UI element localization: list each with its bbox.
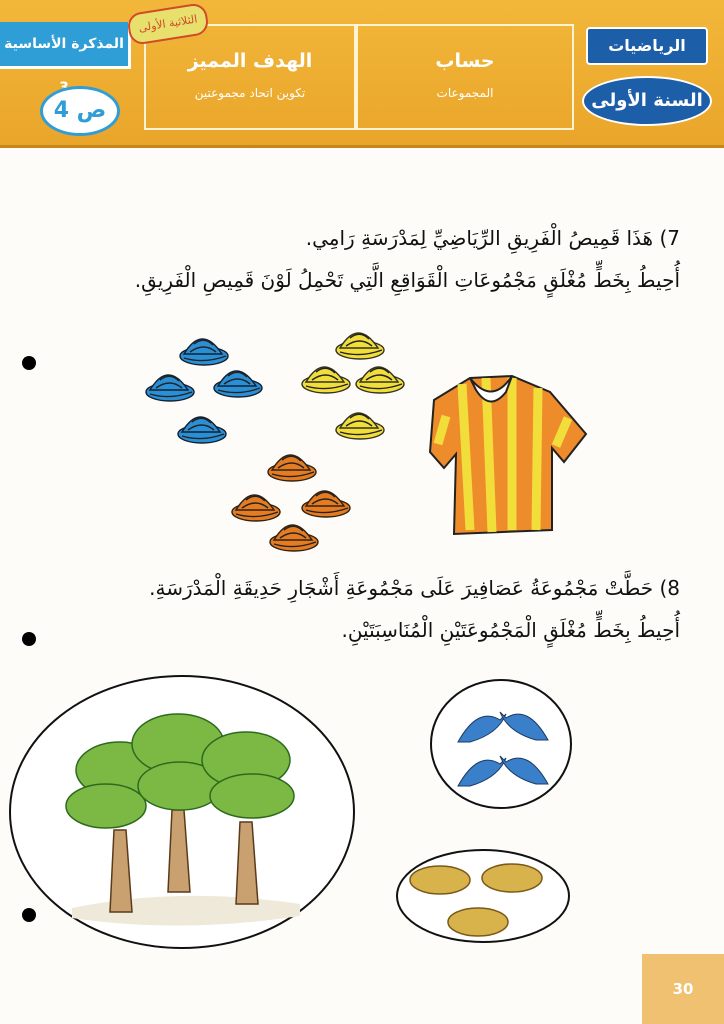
team-shirt [430, 376, 586, 534]
page-number: 30 [642, 954, 724, 1024]
period-tag: الثلاثية الأولى [126, 2, 210, 46]
subject-badge: الرياضيات [586, 27, 708, 65]
book-badge: المذكرة الأساسية [0, 22, 131, 69]
domain-title: حساب [435, 50, 495, 72]
yellow-snail [336, 333, 384, 359]
blue-snail [214, 371, 262, 397]
page-ref-badge: ص 4 [40, 86, 120, 136]
domain-box [356, 24, 574, 130]
snails-illustration [140, 320, 600, 560]
exercise-8-instruction: أُحِيطُ بِخَطٍّ مُغْلَقٍ الْمَجْمُوعَتَيْنِ الْمُنَاسِبَتَيْنِ. [341, 618, 680, 642]
blue-snail [178, 417, 226, 443]
orange-snail [270, 525, 318, 551]
exercise-8-statement: 8) حَطَّتْ مَجْمُوعَةُ عَصَافِيرَ عَلَى مَجْمُوعَةِ أَشْجَارِ حَدِيقَةِ الْمَدْرَسَةِ. [149, 576, 680, 600]
year-badge: السنة الأولى [582, 76, 712, 126]
domain-subtitle: المجموعات [436, 86, 494, 100]
orange-snail [232, 495, 280, 521]
exercise-7-statement: 7) هَذَا قَمِيصُ الْفَرِيقِ الرِّيَاضِيِّ لِمَدْرَسَةِ رَامِي. [305, 226, 680, 250]
yellow-snail [302, 367, 350, 393]
header-divider [0, 145, 724, 148]
lesson-header [0, 0, 724, 148]
goal-box [144, 24, 356, 130]
exercise-7-instruction: أُحِيطُ بِخَطٍّ مُغْلَقٍ مَجْمُوعَاتِ الْقَوَاقِعِ الَّتِي تَحْمِلُ لَوْنَ قَمِيصِ الْفَرِيقِ. [134, 268, 680, 292]
goal-title: الهدف المميز [187, 50, 313, 72]
birds-circle [431, 680, 571, 808]
exercise-7 [135, 226, 680, 292]
yellow-snail [356, 367, 404, 393]
blue-snail [180, 339, 228, 365]
orange-snail [302, 491, 350, 517]
punch-hole [22, 632, 36, 646]
birds-trees-illustration [0, 660, 724, 950]
punch-hole [22, 356, 36, 370]
orange-snail [268, 455, 316, 481]
exercise-8 [149, 576, 680, 642]
blue-snail [146, 375, 194, 401]
goal-subtitle: تكوين اتحاد مجموعتين [194, 86, 306, 100]
yellow-snail [336, 413, 384, 439]
